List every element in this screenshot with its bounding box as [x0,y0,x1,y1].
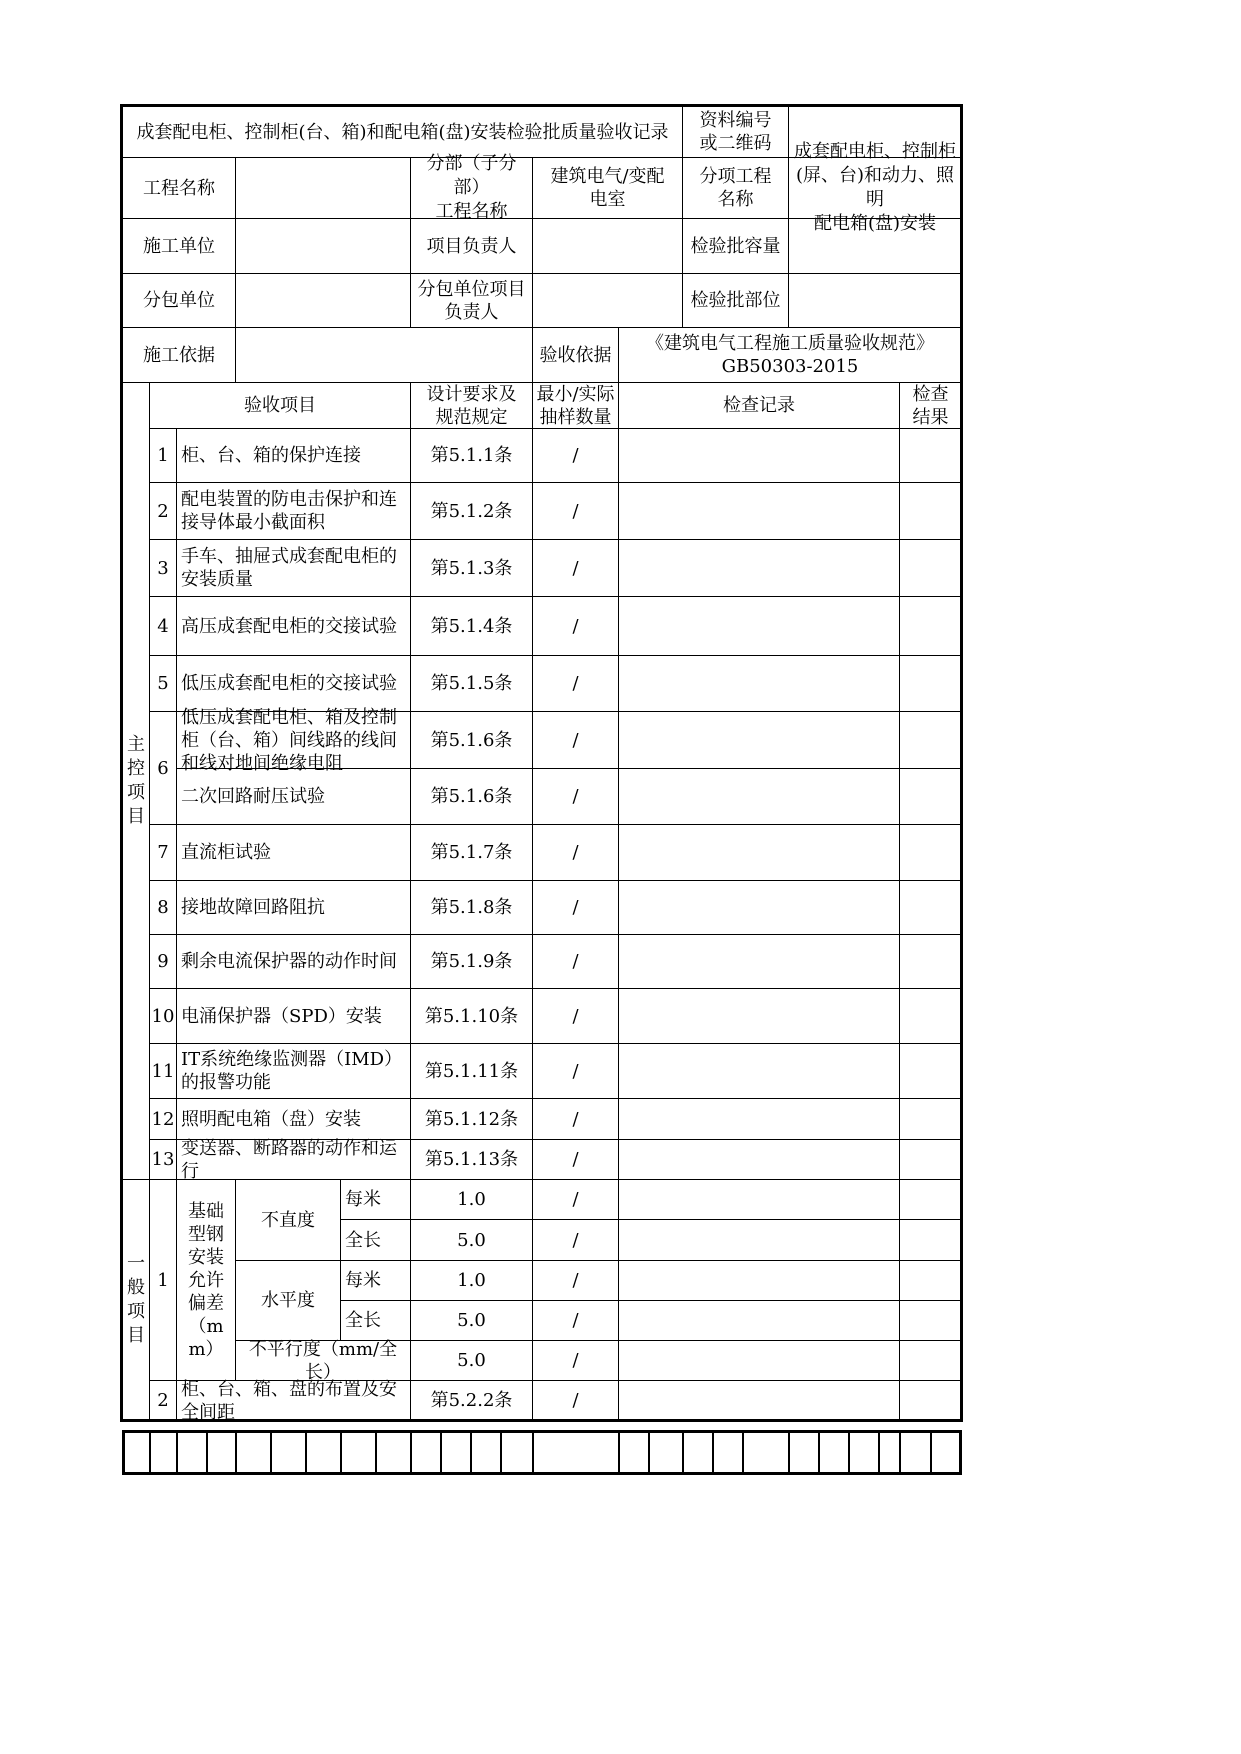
item-sample [532,1300,619,1341]
item-record-field[interactable] [618,1380,900,1421]
item-name-text: 高压成套配电柜的交接试验 [181,615,397,637]
item-sample [532,768,619,825]
subdivision-value-text: 建筑电气/变配 电室 [550,166,665,210]
item-name [176,428,411,483]
item-sample [532,1043,619,1099]
bottom-signature-strip [122,1430,962,1475]
location-label [682,273,789,328]
item-number [149,988,177,1044]
item-number [149,596,177,656]
item-result-field[interactable] [899,880,962,935]
item-number-text: 1 [157,445,169,466]
item-sample-text: / [572,1350,579,1371]
full-length-label [340,1219,411,1261]
item-name-text: 低压成套配电柜、箱及控制柜（台、箱）间线路的线间和线对地间绝缘电阻 [181,706,397,774]
item-number-text: 5 [157,673,169,694]
item-record-field[interactable] [618,824,900,881]
item-name [176,1380,411,1421]
item-clause-text: 第5.1.4条 [430,615,513,637]
item-record-field[interactable] [618,768,900,825]
basis-label [122,327,236,383]
item-number [149,711,177,825]
item-result-field[interactable] [899,596,962,656]
tolerance-value [410,1219,533,1261]
item-name-text: 配电装置的防电击保护和连接导体最小截面积 [181,489,397,533]
strip-divider [712,1432,714,1474]
item-record-field[interactable] [618,880,900,935]
subitem-value-text: 成套配电柜、控制柜 (屏、台)和动力、照明 配电箱(盘)安装 [794,141,956,234]
subdivision-label-text: 分部（子分 部） 工程名称 [426,153,517,222]
item-number-text: 11 [151,1060,175,1082]
item-clause [410,988,533,1044]
item-sample-text: / [572,1229,579,1251]
item-record-field[interactable] [618,711,900,769]
acceptance-basis-label-text: 验收依据 [539,344,612,366]
item-sample [532,934,619,989]
basis-field[interactable] [235,327,533,383]
acceptance-basis-value-text: 《建筑电气工程施工质量验收规范》 GB50303-2015 [646,333,934,377]
item-sample-text: / [572,500,579,522]
strip-divider [878,1432,880,1474]
constructor-field[interactable] [235,218,411,274]
item-name [176,988,411,1044]
item-sample-text: / [572,445,579,466]
item-sample-text: / [572,1189,579,1210]
item-result-field[interactable] [899,655,962,712]
item-clause [410,1380,533,1421]
location-field[interactable] [788,273,962,328]
strip-divider [470,1432,472,1474]
item-clause-text: 第5.1.1条 [430,445,513,466]
strip-divider [930,1432,932,1474]
acceptance-basis-label [532,327,619,383]
item-clause-text: 第5.1.2条 [430,500,513,522]
constructor-label-text: 施工单位 [143,235,215,257]
item-number-text: 9 [157,951,169,972]
general-item-number-text: 1 [157,1269,169,1291]
item-number [149,1098,177,1140]
item-sample-text: / [572,1005,579,1027]
strip-divider [176,1432,178,1474]
item-clause [410,824,533,881]
item-number [149,539,177,597]
manager-label [410,218,533,274]
item-clause-text: 第5.1.9条 [430,951,513,972]
item-number-text: 2 [157,500,169,522]
item-name [176,768,411,825]
col-item-header [149,382,411,429]
strip-divider [340,1432,342,1474]
item-name-text: 变送器、断路器的动作和运行 [181,1137,397,1182]
item-clause-text: 第5.1.10条 [424,1005,519,1027]
per-meter-label-text: 每米 [345,1270,381,1291]
item-result-field[interactable] [899,1340,962,1381]
col-record-header-text: 检查记录 [723,395,795,416]
item-result-field[interactable] [899,1179,962,1220]
item-record-field[interactable] [618,934,900,989]
item-record-field[interactable] [618,1043,900,1099]
item-name-text: 二次回路耐压试验 [181,786,325,807]
base-steel-deviation-label [176,1179,236,1381]
item-name [176,824,411,881]
item-sample [532,428,619,483]
capacity-field[interactable] [788,218,962,274]
subitem-label-text: 分项工程 名称 [699,166,772,210]
item-clause-text: 第5.1.6条 [430,729,513,751]
subitem-value [788,141,962,234]
item-clause [410,428,533,483]
item-sample [532,539,619,597]
item-number-text: 8 [157,897,169,918]
item-record-field[interactable] [618,1179,900,1220]
item-result-field[interactable] [899,1139,962,1180]
item-result-field[interactable] [899,1260,962,1301]
item-name [176,539,411,597]
project-name-label [122,157,236,219]
item-number [149,1139,177,1180]
item-sample-text: / [572,897,579,918]
item-clause-text: 第5.1.13条 [424,1149,519,1170]
item-record-field[interactable] [618,1300,900,1341]
item-result-field[interactable] [899,711,962,769]
form-title [122,106,683,158]
item-sample [532,988,619,1044]
item-number [149,482,177,540]
main-control-section-text: 主控项目 [127,734,145,827]
col-sample-header-text: 最小/实际 抽样数量 [536,383,615,428]
item-clause-text: 第5.1.7条 [430,842,513,863]
item-clause-text: 第5.1.3条 [430,557,513,579]
col-requirement-header [410,382,533,429]
location-label-text: 检验批部位 [690,290,781,311]
item-sample [532,482,619,540]
item-sample-text: / [572,673,579,694]
item-sample [532,1219,619,1261]
doc-no-label [682,106,789,158]
straightness-label [235,1179,341,1261]
subcontractor-field[interactable] [235,273,411,328]
item-sample [532,711,619,769]
item-result-field[interactable] [899,1043,962,1099]
strip-divider [410,1432,412,1474]
item-name [176,1139,411,1180]
strip-divider [206,1432,208,1474]
full-length-label-text: 全长 [345,1229,381,1251]
item-name [176,1098,411,1140]
project-name-label-text: 工程名称 [143,177,215,199]
item-sample [532,1098,619,1140]
item-result-field[interactable] [899,1380,962,1421]
item-number-text: 10 [151,1005,175,1027]
item-number [149,655,177,712]
col-record-header [618,382,900,429]
strip-divider [899,1432,901,1474]
general-item-number-text: 2 [157,1390,169,1411]
item-sample [532,1139,619,1180]
item-number-text: 7 [157,842,169,863]
item-name-text: 剩余电流保护器的动作时间 [181,951,397,972]
full-length-label-text: 全长 [345,1310,381,1331]
item-clause [410,1098,533,1140]
item-sample-text: / [572,842,579,863]
tolerance-value [410,1340,533,1381]
item-number [149,880,177,935]
tolerance-value [410,1260,533,1301]
strip-divider [500,1432,502,1474]
item-clause [410,1139,533,1180]
item-result-field[interactable] [899,934,962,989]
strip-divider [149,1432,151,1474]
item-result-field[interactable] [899,988,962,1044]
item-number-text: 6 [157,757,169,779]
strip-divider [742,1432,744,1474]
tolerance-value-text: 1.0 [457,1270,486,1291]
col-sample-header [532,382,619,429]
item-sample-text: / [572,1060,579,1082]
strip-divider [682,1432,684,1474]
item-result-field[interactable] [899,539,962,597]
item-record-field[interactable] [618,1219,900,1261]
manager-label-text: 项目负责人 [426,235,517,257]
item-name-text: 直流柜试验 [181,842,271,863]
item-record-field[interactable] [618,1340,900,1381]
straightness-label-text: 不直度 [261,1209,315,1231]
item-result-field[interactable] [899,1098,962,1140]
tolerance-value-text: 1.0 [457,1189,486,1210]
item-clause [410,655,533,712]
item-sample [532,655,619,712]
subcontractor-label-text: 分包单位 [143,290,215,311]
sub-manager-label-text: 分包单位项目 负责人 [417,278,526,323]
col-item-header-text: 验收项目 [244,395,316,416]
tolerance-value-text: 5.0 [457,1229,486,1251]
item-clause [410,768,533,825]
basis-label-text: 施工依据 [143,344,215,366]
col-result-header-text: 检查 结果 [912,383,949,428]
item-clause [410,482,533,540]
subitem-label [682,157,789,219]
item-name-text: 接地故障回路阻抗 [181,897,325,918]
item-sample [532,824,619,881]
item-sample-text: / [572,1390,579,1411]
item-sample-text: / [572,729,579,751]
subdivision-value [532,157,683,219]
per-meter-label [340,1179,411,1220]
parallelism-label-text: 不平行度（mm/全长） [248,1338,398,1383]
item-name-text: 电涌保护器（SPD）安装 [181,1005,382,1027]
general-item-number [149,1179,177,1381]
item-sample-text: / [572,1108,579,1130]
item-sample-text: / [572,557,579,579]
item-number [149,428,177,483]
item-sample [532,596,619,656]
item-result-field[interactable] [899,482,962,540]
item-clause [410,539,533,597]
subcontractor-label [122,273,236,328]
item-clause [410,880,533,935]
general-section-label [122,1179,150,1421]
item-name-text: 手车、抽屉式成套配电柜的安装质量 [181,546,397,590]
levelness-label-text: 水平度 [261,1290,315,1311]
item-record-field[interactable] [618,1260,900,1301]
tolerance-value [410,1179,533,1220]
item-clause [410,934,533,989]
item-sample-text: / [572,1149,579,1170]
strip-divider [440,1432,442,1474]
levelness-label [235,1260,341,1341]
item-result-field[interactable] [899,428,962,483]
item-sample [532,1260,619,1301]
capacity-label [682,218,789,274]
item-name-text: IT系统绝缘监测器（IMD）的报警功能 [181,1049,403,1093]
item-sample [532,1179,619,1220]
strip-divider [305,1432,307,1474]
strip-divider [648,1432,650,1474]
acceptance-basis-value [618,327,962,383]
item-name-text: 柜、台、箱的保护连接 [181,445,361,466]
item-name [176,880,411,935]
item-record-field[interactable] [618,482,900,540]
item-name [176,934,411,989]
item-clause [410,711,533,769]
item-clause-text: 第5.1.12条 [424,1108,519,1130]
strip-divider [270,1432,272,1474]
item-record-field[interactable] [618,596,900,656]
item-clause-text: 第5.1.8条 [430,897,513,918]
item-sample-text: / [572,786,579,807]
item-name-text: 照明配电箱（盘）安装 [181,1108,361,1130]
item-name [176,655,411,712]
per-meter-label [340,1260,411,1301]
capacity-label-text: 检验批容量 [690,235,781,257]
item-sample-text: / [572,951,579,972]
item-result-field[interactable] [899,1300,962,1341]
full-length-label [340,1300,411,1341]
item-number-text: 12 [151,1108,175,1130]
item-sample-text: / [572,1310,579,1331]
item-sample [532,1340,619,1381]
item-sample [532,1380,619,1421]
item-number-text: 3 [157,557,169,579]
parallelism-label [235,1340,411,1381]
main-control-section-label [122,382,150,1180]
constructor-label [122,218,236,274]
item-sample [532,880,619,935]
tolerance-value-text: 5.0 [457,1310,486,1331]
item-clause [410,1043,533,1099]
strip-divider [848,1432,850,1474]
item-name-text: 柜、台、箱、盘的布置及安全间距 [181,1378,397,1423]
col-requirement-header-text: 设计要求及 规范规定 [426,383,517,428]
item-number [149,934,177,989]
item-sample-text: / [572,1270,579,1291]
item-sample-text: / [572,615,579,637]
item-record-field[interactable] [618,539,900,597]
item-number-text: 13 [151,1149,175,1170]
item-number [149,1043,177,1099]
project-name-field[interactable] [235,157,411,219]
general-item-number [149,1380,177,1421]
item-clause-text: 第5.2.2条 [430,1390,513,1411]
strip-divider [375,1432,377,1474]
strip-divider [788,1432,790,1474]
item-name [176,482,411,540]
strip-divider [235,1432,237,1474]
col-result-header [899,382,962,429]
base-steel-deviation-label-text: 基础型钢安装允许偏差（mm） [188,1200,224,1360]
item-result-field[interactable] [899,1219,962,1261]
subdivision-label [410,153,533,222]
item-clause [410,596,533,656]
sub-manager-label [410,273,533,328]
item-clause-text: 第5.1.5条 [430,673,513,694]
item-record-field[interactable] [618,428,900,483]
item-record-field[interactable] [618,1139,900,1180]
item-record-field[interactable] [618,1098,900,1140]
strip-divider [818,1432,820,1474]
item-name [176,706,411,774]
item-number-text: 4 [157,615,169,637]
strip-divider [618,1432,620,1474]
doc-no-label-text: 资料编号 或二维码 [699,110,772,154]
item-name-text: 低压成套配电柜的交接试验 [181,673,397,694]
item-result-field[interactable] [899,768,962,825]
per-meter-label-text: 每米 [345,1189,381,1210]
item-result-field[interactable] [899,824,962,881]
tolerance-value-text: 5.0 [457,1350,486,1371]
manager-field[interactable] [532,218,683,274]
strip-divider [532,1432,534,1474]
item-clause-text: 第5.1.6条 [430,786,513,807]
item-name [176,1043,411,1099]
item-clause-text: 第5.1.11条 [424,1060,519,1082]
item-record-field[interactable] [618,655,900,712]
item-name [176,596,411,656]
tolerance-value [410,1300,533,1341]
general-section-text: 一般项目 [127,1253,145,1346]
item-number [149,824,177,881]
item-record-field[interactable] [618,988,900,1044]
form-title-text: 成套配电柜、控制柜(台、箱)和配电箱(盘)安装检验批质量验收记录 [136,121,669,143]
sub-manager-field[interactable] [532,273,683,328]
